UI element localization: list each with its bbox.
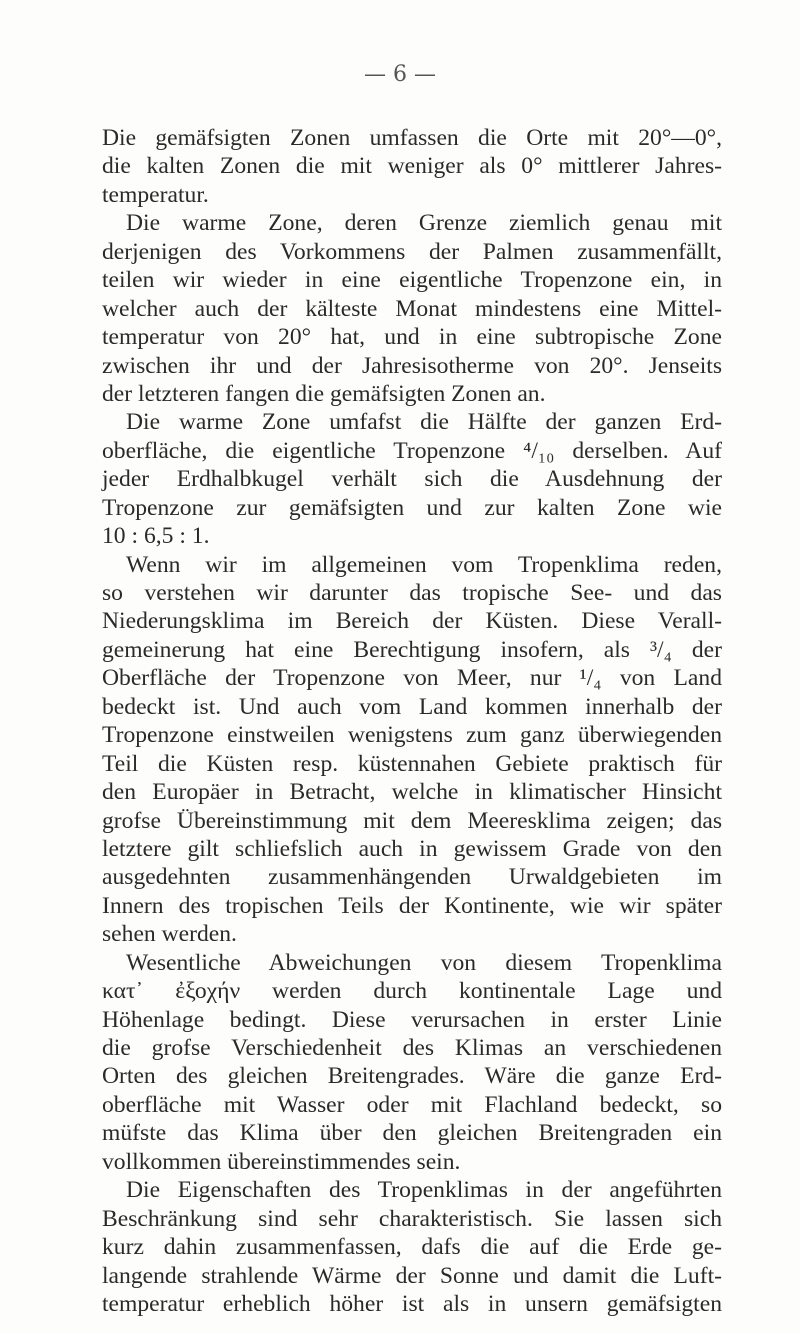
text-line: Die Eigenschaften des Tropenklimas in der angeführten [126, 1177, 722, 1204]
text-line: welcher auch der kälteste Monat mindestens eine Mittel- [102, 295, 722, 322]
text-line: die kalten Zonen die mit weniger als 0° mittlerer Jahres- [102, 153, 722, 180]
page-number: — 6 — [364, 62, 436, 87]
text-line: Beschränkung sind sehr charakteristisch. Sie lassen sich [102, 1205, 722, 1232]
text-line: oberfläche, die eigentliche Tropenzone ⁴/₁₀ derselben. Auf [102, 437, 722, 464]
text-line: jeder Erdhalbkugel verhält sich die Ausdehnung der [102, 466, 722, 493]
text-line: 10 : 6,5 : 1. [102, 523, 210, 550]
text-line: Höhenlage bedingt. Diese verursachen in erster Linie [102, 1006, 722, 1033]
text-line: den Europäer in Betracht, welche in klimatischer Hinsicht [102, 779, 722, 806]
text-line: so verstehen wir darunter das tropische See- und das [102, 580, 722, 606]
text-line: temperatur erheblich höher ist als in unsern gemäfsigten [102, 1290, 722, 1317]
text-line: temperatur. [102, 181, 209, 208]
text-line: müfste das Klima über den gleichen Breitengraden ein [102, 1120, 722, 1147]
body-text [102, 124, 722, 1318]
text-line: Niederungsklima im Bereich der Küsten. Diese Verall- [102, 608, 722, 635]
text-line: die grofse Verschiedenheit des Klimas an verschiedenen [102, 1035, 722, 1061]
text-line: Orten des gleichen Breitengrades. Wäre die ganze Erd- [102, 1063, 722, 1090]
text-line: κατ᾽ ἐξοχήν werden durch kontinentale Lage und [102, 978, 722, 1005]
text-line: vollkommen übereinstimmendes sein. [102, 1148, 461, 1175]
text-line: Die gemäfsigten Zonen umfassen die Orte mit 20°—0°, [102, 125, 722, 151]
text-line: gemeinerung hat eine Berechtigung insofern, als ³/₄ der [102, 636, 722, 663]
text-line: Tropenzone einstweilen wenigstens zum ganz überwiegenden [102, 722, 722, 749]
text-line: Wesentliche Abweichungen von diesem Tropenklima [126, 949, 722, 976]
text-line: zwischen ihr und der Jahresisotherme von 20°. Jenseits [102, 352, 722, 379]
text-line: temperatur von 20° hat, und in eine subtropische Zone [102, 324, 722, 351]
text-line: der letzteren fangen die gemäfsigten Zonen an. [102, 380, 546, 407]
text-line: grofse Übereinstimmung mit dem Meeresklima zeigen; das [102, 807, 722, 834]
text-line: teilen wir wieder in eine eigentliche Tropenzone ein, in [102, 267, 722, 294]
text-line: derjenigen des Vorkommens der Palmen zusammenfällt, [102, 238, 722, 265]
text-line: Wenn wir im allgemeinen vom Tropenklima reden, [126, 551, 722, 578]
text-line: Innern des tropischen Teils der Kontinente, wie wir später [102, 892, 722, 919]
text-line: letztere gilt schliefslich auch in gewissem Grade von den [102, 835, 722, 862]
text-line: kurz dahin zusammenfassen, dafs die auf die Erde ge- [102, 1234, 722, 1261]
text-line: Tropenzone zur gemäfsigten und zur kalten Zone wie [102, 494, 722, 521]
text-line: Die warme Zone, deren Grenze ziemlich genau mit [126, 210, 722, 237]
text-line: langende strahlende Wärme der Sonne und damit die Luft- [102, 1262, 722, 1289]
text-line: Teil die Küsten resp. küstennahen Gebiete praktisch für [102, 750, 722, 777]
text-line: bedeckt ist. Und auch vom Land kommen innerhalb der [102, 693, 722, 720]
text-line: sehen werden. [102, 921, 237, 948]
text-line: oberfläche mit Wasser oder mit Flachland bedeckt, so [102, 1091, 722, 1118]
text-line: Oberfläche der Tropenzone von Meer, nur ¹/₄ von Land [102, 665, 722, 692]
text-line: Die warme Zone umfafst die Hälfte der ganzen Erd- [126, 409, 722, 436]
text-line: ausgedehnten zusammenhängenden Urwaldgebieten im [102, 864, 722, 891]
